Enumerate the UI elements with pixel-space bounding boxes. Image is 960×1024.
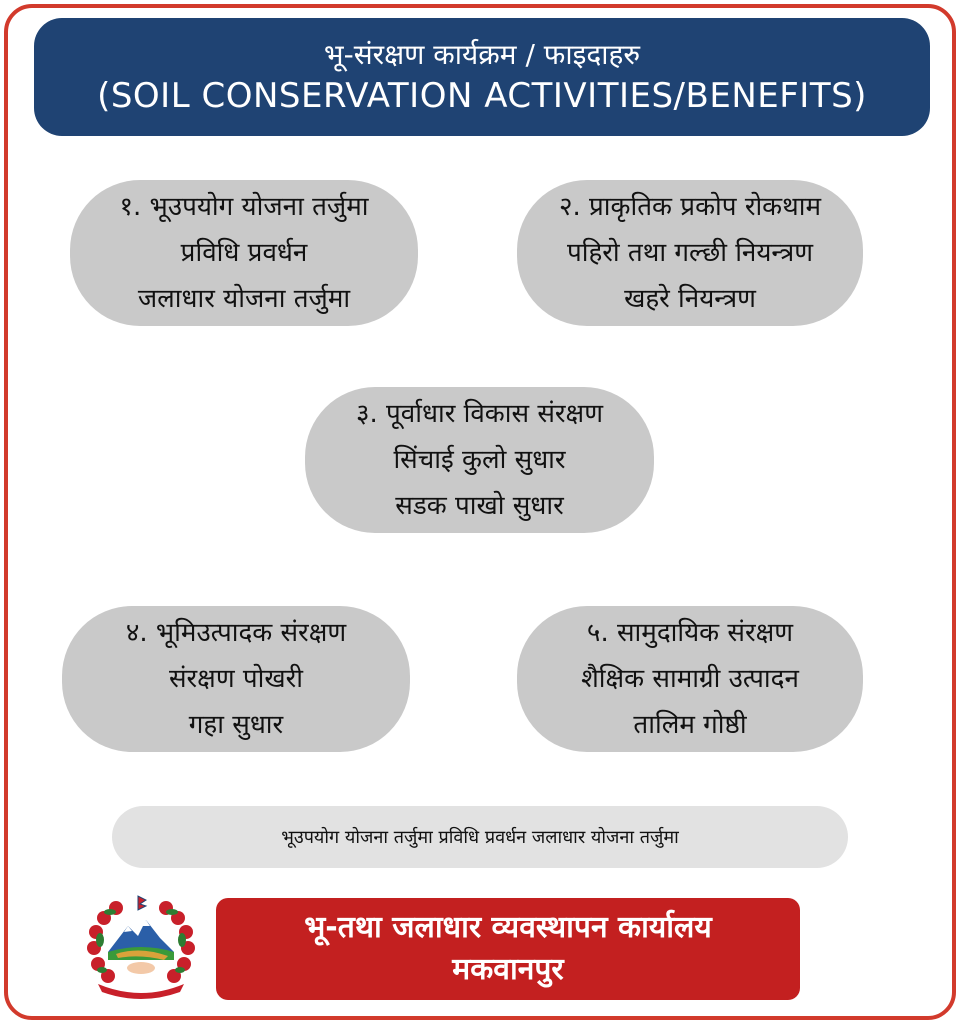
title-banner	[34, 18, 930, 136]
activity-1-heading: १. भूउपयोग योजना तर्जुमा	[119, 192, 369, 222]
activity-4-item-1: संरक्षण पोखरी	[168, 664, 304, 694]
activity-2-item-2: खहरे नियन्त्रण	[624, 284, 756, 314]
activity-2-item-1: पहिरो तथा गल्छी नियन्त्रण	[566, 238, 814, 268]
footer-strip: भूउपयोग योजना तर्जुमा प्रविधि प्रवर्धन जलाधार योजना तर्जुमा	[112, 806, 848, 868]
activity-1-item-2: जलाधार योजना तर्जुमा	[137, 284, 351, 314]
activity-5-item-2: तालिम गोष्ठी	[633, 710, 747, 740]
activity-5-item-1: शैक्षिक सामाग्री उत्पादन	[581, 664, 799, 694]
activity-4-item-2: गहा सुधार	[188, 710, 284, 740]
activity-box-5	[517, 606, 863, 752]
nepal-government-emblem-icon	[80, 894, 202, 1002]
activity-2-heading: २. प्राकृतिक प्रकोप रोकथाम	[558, 192, 822, 222]
activity-3-heading: ३. पूर्वाधार विकास संरक्षण	[355, 399, 603, 429]
activity-5-heading: ५. सामुदायिक संरक्षण	[586, 618, 794, 648]
activity-4-heading: ४. भूमिउत्पादक संरक्षण	[125, 618, 347, 648]
office-name-line-2: मकवानपुर	[452, 952, 564, 987]
office-name-banner	[216, 898, 800, 1000]
activity-3-item-2: सडक पाखो सुधार	[395, 491, 564, 521]
activity-box-4	[62, 606, 410, 752]
activity-box-3	[305, 387, 654, 533]
title-english: (SOIL CONSERVATION ACTIVITIES/BENEFITS)	[97, 76, 867, 116]
office-name-line-1: भू-तथा जलाधार व्यवस्थापन कार्यालय	[304, 910, 712, 945]
activity-box-1	[70, 180, 418, 326]
activity-1-item-1: प्रविधि प्रवर्धन	[180, 238, 308, 268]
title-nepali: भू-संरक्षण कार्यक्रम / फाइदाहरु	[323, 38, 641, 71]
activity-3-item-1: सिंचाई कुलो सुधार	[393, 445, 566, 475]
activity-box-2	[517, 180, 863, 326]
